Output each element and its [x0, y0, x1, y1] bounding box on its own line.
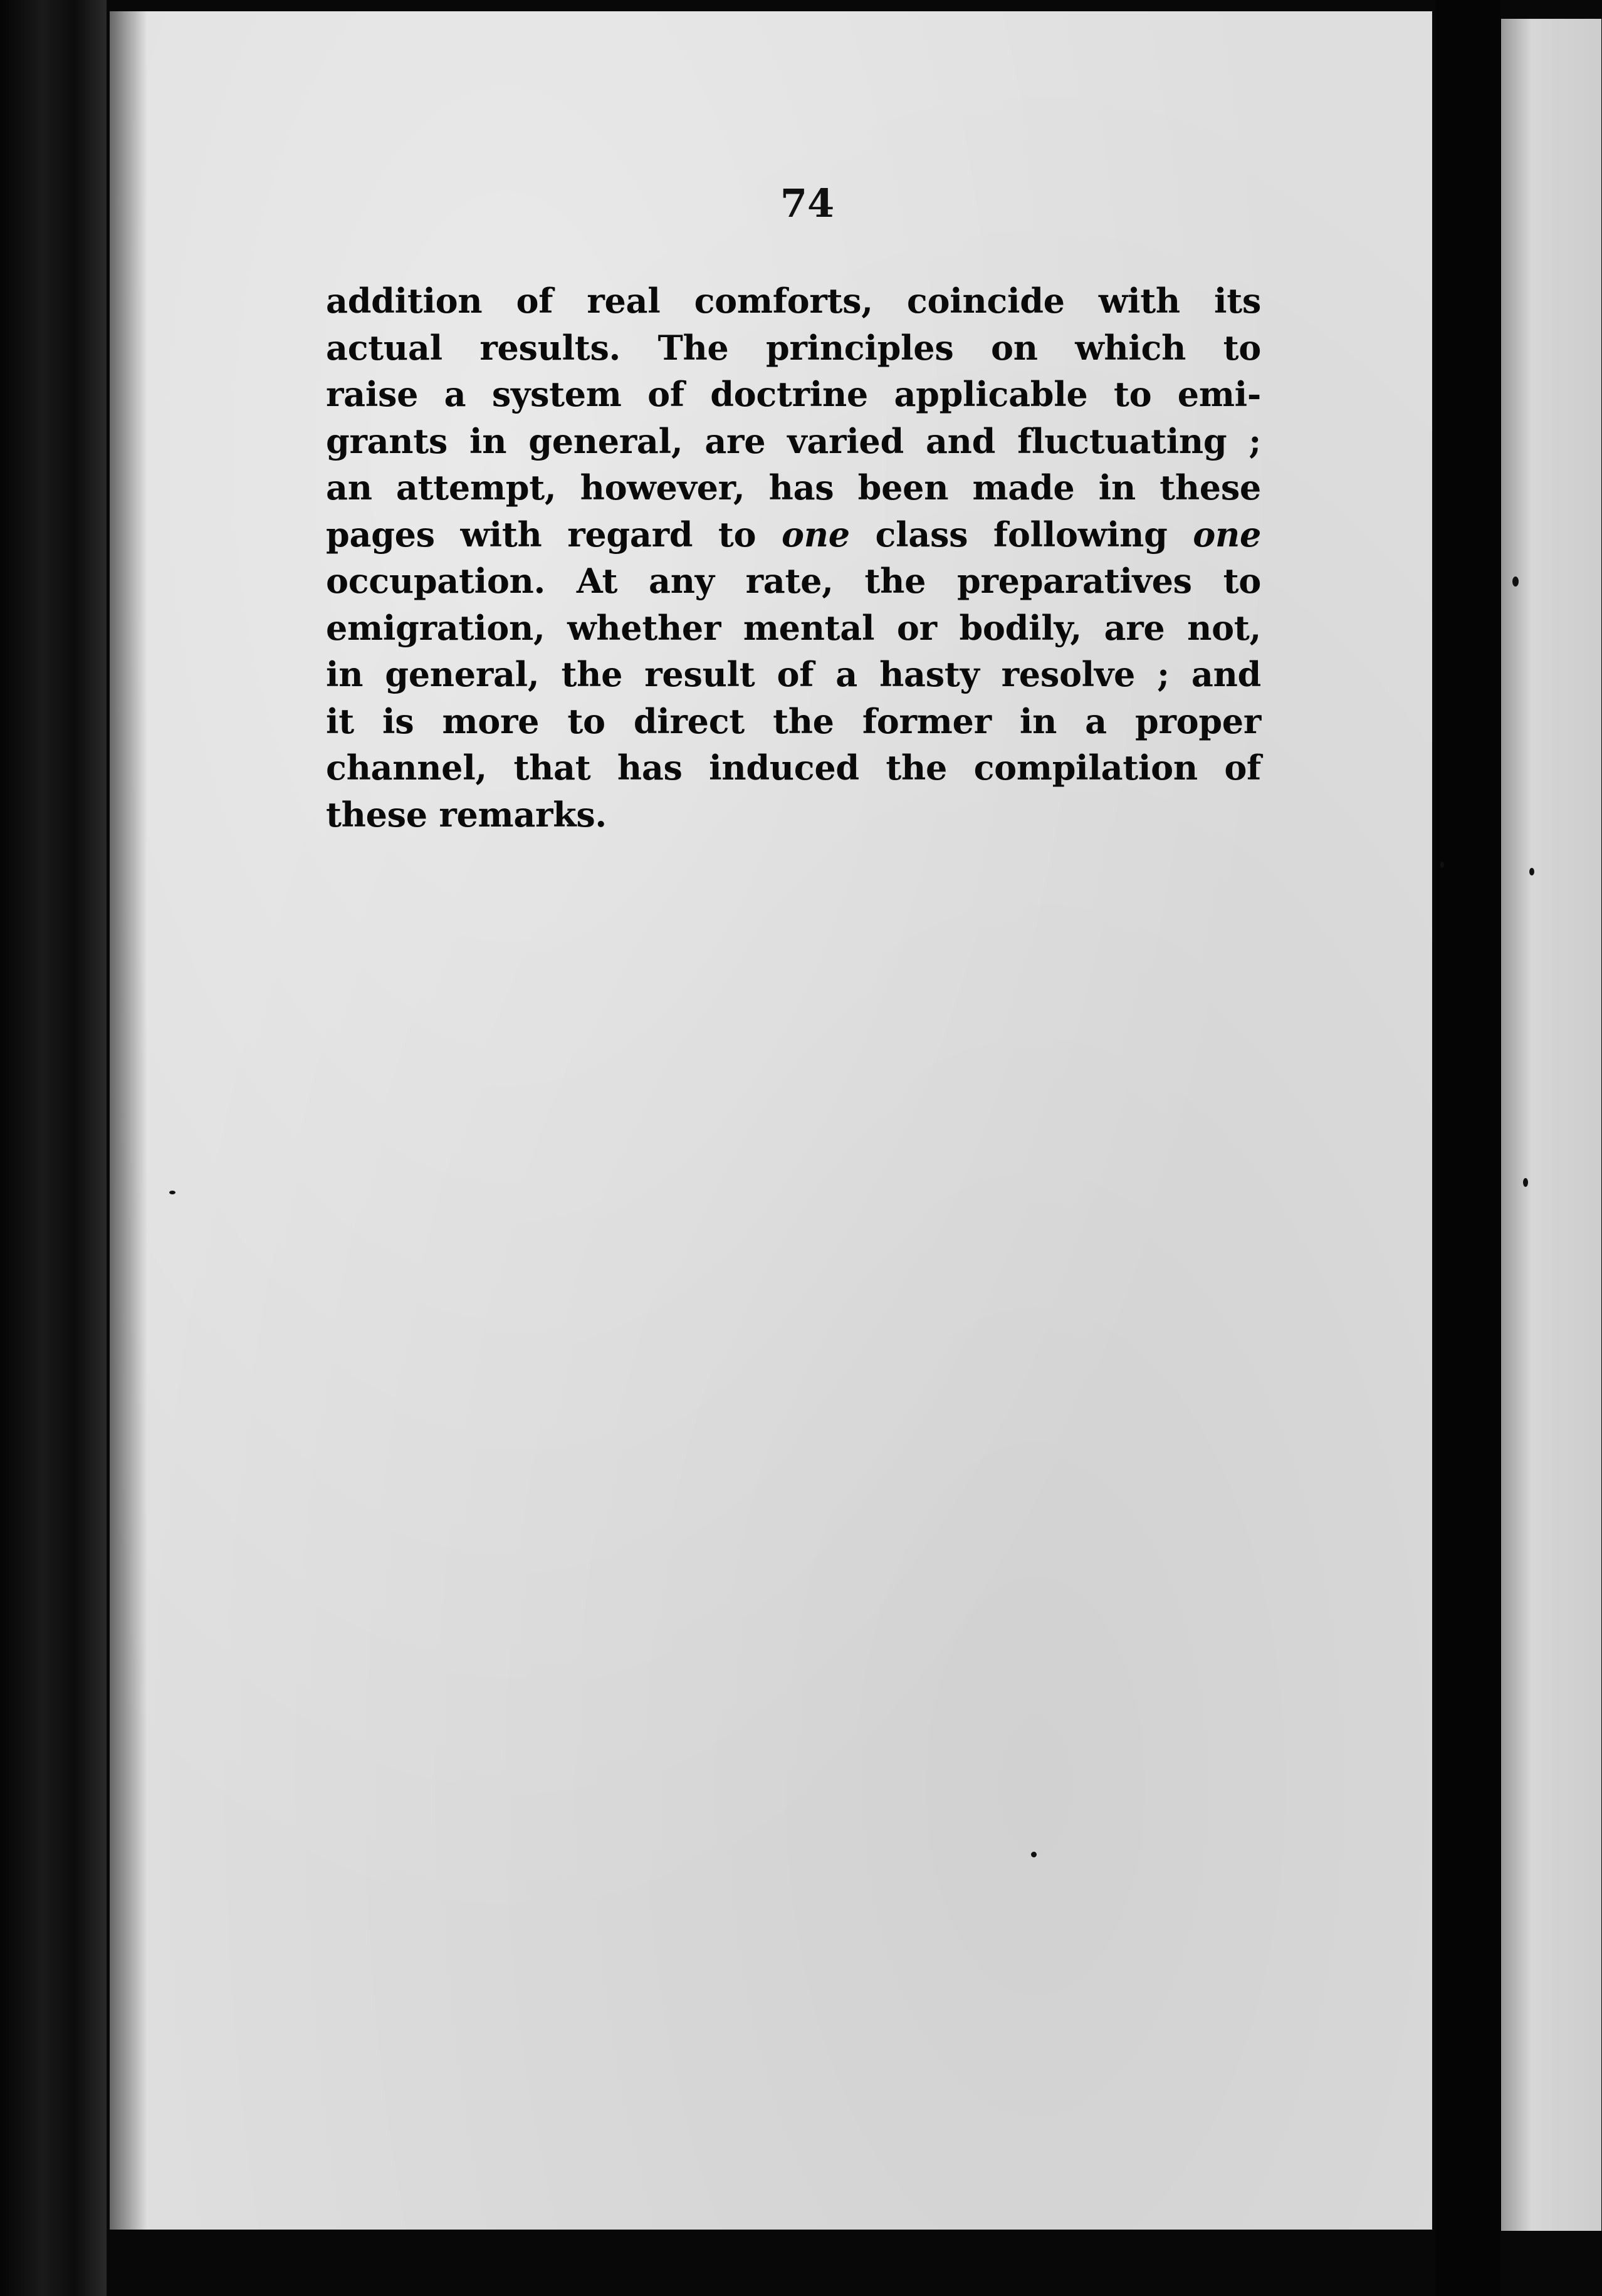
- scan-speck: [1529, 868, 1534, 875]
- page-number: 74: [780, 180, 835, 226]
- text-line: grants in general, are varied and fluctuating ;: [326, 420, 1261, 461]
- scan-speck: [1512, 577, 1519, 587]
- text-line: these remarks.: [326, 794, 607, 835]
- scan-speck: [1031, 1852, 1037, 1857]
- text-line: in general, the result of a hasty resolve ; and: [326, 654, 1261, 694]
- text-line: it is more to direct the former in a proper: [326, 701, 1261, 741]
- body-text: [326, 278, 1261, 838]
- text-line: actual results. The principles on which to: [326, 327, 1261, 368]
- text-line: occupation. At any rate, the preparatives to: [326, 561, 1261, 601]
- left-gutter: [0, 0, 107, 2296]
- scan-speck: [1440, 862, 1444, 868]
- page-shadow: [110, 11, 147, 2230]
- text-line: channel, that has induced the compilation of: [326, 748, 1261, 788]
- adjacent-page: [1501, 19, 1601, 2231]
- text-line: addition of real comforts, coincide with its: [326, 281, 1261, 321]
- emphasis: one: [782, 514, 850, 555]
- text-line: emigration, whether mental or bodily, are not,: [326, 607, 1261, 648]
- text-segment: pages with regard to: [326, 514, 782, 555]
- text-line: an attempt, however, has been made in these: [326, 467, 1261, 508]
- scan-speck: [1523, 1178, 1528, 1187]
- scan-speck: [169, 1191, 175, 1194]
- page-divider: [1435, 0, 1501, 2296]
- text-line: [326, 511, 1261, 558]
- text-segment: class following: [849, 514, 1193, 555]
- emphasis: one: [1193, 514, 1262, 555]
- text-line: raise a system of doctrine applicable to emi-: [326, 374, 1261, 414]
